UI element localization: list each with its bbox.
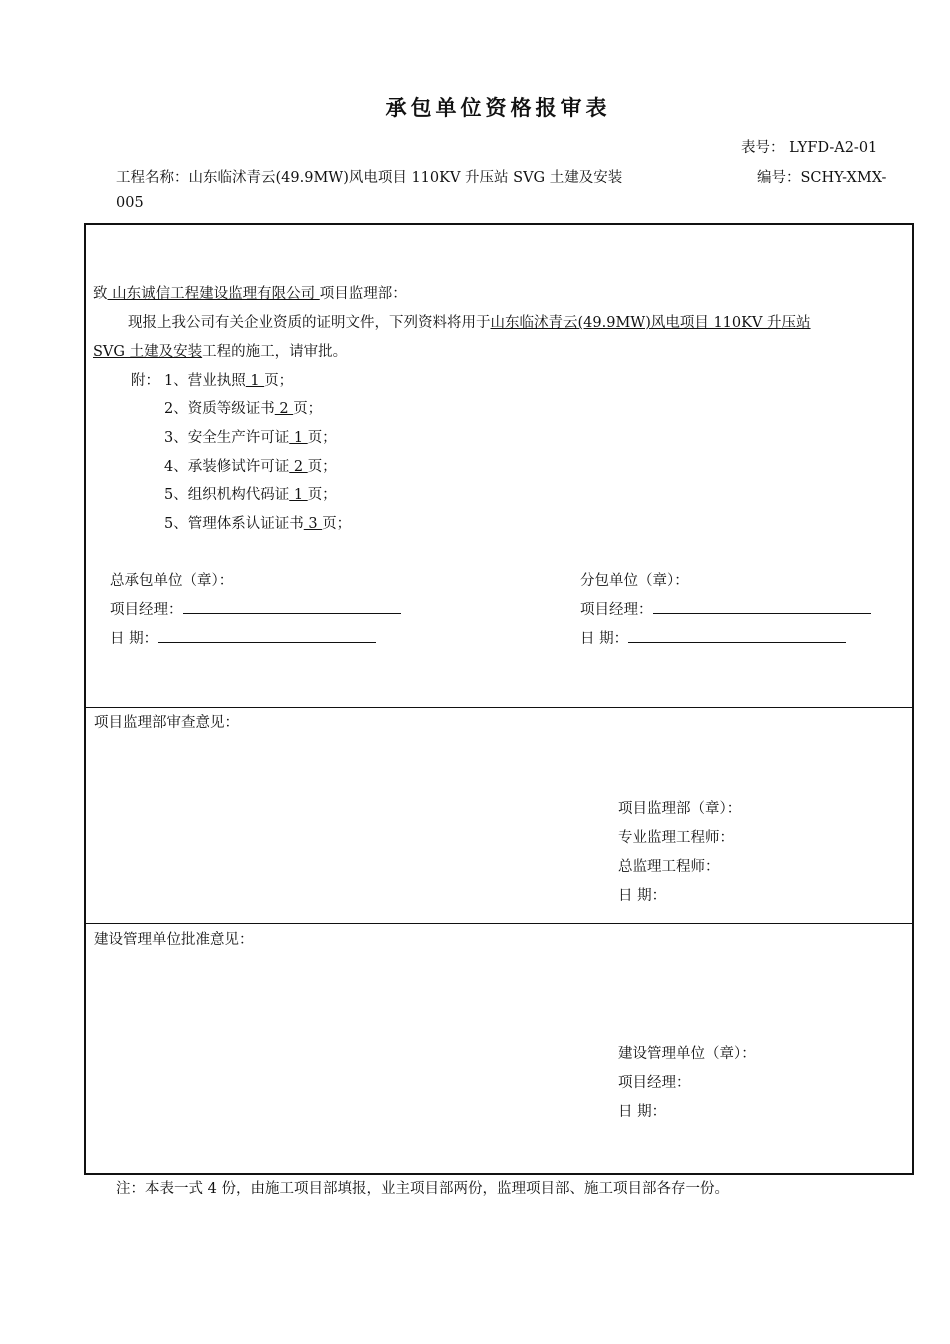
attachment-suffix: 页； bbox=[293, 401, 323, 417]
attachment-name: 3、安全生产许可证 bbox=[164, 430, 290, 446]
form-frame bbox=[84, 223, 914, 1175]
attachment-item bbox=[164, 455, 337, 476]
signature-blank[interactable] bbox=[653, 598, 871, 614]
supervision-seal: 项目监理部（章）： bbox=[618, 801, 742, 817]
attachment-item bbox=[164, 483, 337, 504]
date-label: 日 期： bbox=[580, 631, 629, 647]
sub-contractor-seal: 分包单位（章）： bbox=[580, 573, 689, 589]
attachment-item bbox=[164, 512, 351, 533]
owner-pm: 项目经理： bbox=[618, 1075, 691, 1091]
supervision-date: 日 期： bbox=[618, 888, 667, 904]
addressee-line bbox=[93, 282, 407, 303]
body-project-name: 山东临沭青云(49.9MW)风电项目 110KV 升压站 bbox=[490, 315, 811, 331]
attachment-pages: 1 bbox=[289, 487, 308, 503]
attachment-prefix: 附： bbox=[131, 373, 160, 389]
attachment-name: 2、资质等级证书 bbox=[164, 401, 275, 417]
attachment-name: 4、承装修试许可证 bbox=[164, 459, 290, 475]
attachment-suffix: 页； bbox=[307, 430, 337, 446]
attachment-pages: 2 bbox=[289, 459, 308, 475]
attachment-suffix: 页； bbox=[307, 487, 337, 503]
attachment-pages: 1 bbox=[245, 373, 265, 389]
chief-supervisor: 总监理工程师： bbox=[618, 859, 720, 875]
attachment-item bbox=[164, 426, 337, 447]
owner-approval-heading: 建设管理单位批准意见： bbox=[94, 932, 254, 948]
addressee-suffix: 项目监理部： bbox=[319, 286, 407, 302]
sub-pm-field bbox=[580, 598, 871, 619]
attachment-name: 5、管理体系认证证书 bbox=[164, 516, 304, 532]
body-line-2 bbox=[93, 340, 347, 361]
section-divider bbox=[84, 923, 914, 924]
sub-date-field bbox=[580, 627, 846, 648]
body-line-1 bbox=[128, 311, 811, 332]
form-title: 承包单位资格报审表 bbox=[385, 96, 611, 120]
footnote: 注：本表一式 4 份，由施工项目部填报，业主项目部两份，监理项目部、施工项目部各存一份。 bbox=[116, 1181, 729, 1197]
addressee-prefix: 致 bbox=[93, 286, 108, 302]
attachment-name: 5、组织机构代码证 bbox=[164, 487, 290, 503]
owner-seal: 建设管理单位（章）： bbox=[618, 1046, 756, 1062]
pm-label: 项目经理： bbox=[110, 602, 183, 618]
attachment-pages: 3 bbox=[303, 516, 323, 532]
serial-number-continued: 005 bbox=[116, 195, 144, 211]
attachment-item bbox=[164, 369, 293, 390]
attachment-suffix: 页； bbox=[322, 516, 352, 532]
addressee-company: 山东诚信工程建设监理有限公司 bbox=[107, 286, 320, 302]
pm-label: 项目经理： bbox=[580, 602, 653, 618]
date-label: 日 期： bbox=[110, 631, 159, 647]
main-contractor-seal: 总承包单位（章）： bbox=[110, 573, 234, 589]
owner-date: 日 期： bbox=[618, 1104, 667, 1120]
main-date-field bbox=[110, 627, 376, 648]
attachment-pages: 1 bbox=[289, 430, 308, 446]
main-pm-field bbox=[110, 598, 401, 619]
attachment-suffix: 页； bbox=[264, 373, 294, 389]
date-blank[interactable] bbox=[158, 627, 376, 643]
attachment-item bbox=[164, 397, 322, 418]
body-text-end: 工程的施工，请审批。 bbox=[202, 344, 348, 360]
supervision-engineer: 专业监理工程师： bbox=[618, 830, 734, 846]
signature-blank[interactable] bbox=[183, 598, 401, 614]
attachment-name: 1、营业执照 bbox=[164, 373, 246, 389]
date-blank[interactable] bbox=[628, 627, 846, 643]
attachment-pages: 2 bbox=[274, 401, 294, 417]
form-number: 表号： LYFD-A2-01 bbox=[741, 140, 878, 156]
supervision-review-heading: 项目监理部审查意见： bbox=[94, 715, 239, 731]
body-project-name-cont: SVG 土建及安装 bbox=[93, 344, 203, 360]
attachment-suffix: 页； bbox=[307, 459, 337, 475]
serial-number: 编号：SCHY-XMX- bbox=[757, 170, 887, 186]
section-divider bbox=[84, 707, 914, 708]
project-name: 工程名称：山东临沭青云(49.9MW)风电项目 110KV 升压站 SVG 土建及安装 bbox=[116, 170, 623, 186]
body-text: 现报上我公司有关企业资质的证明文件，下列资料将用于 bbox=[128, 315, 491, 331]
